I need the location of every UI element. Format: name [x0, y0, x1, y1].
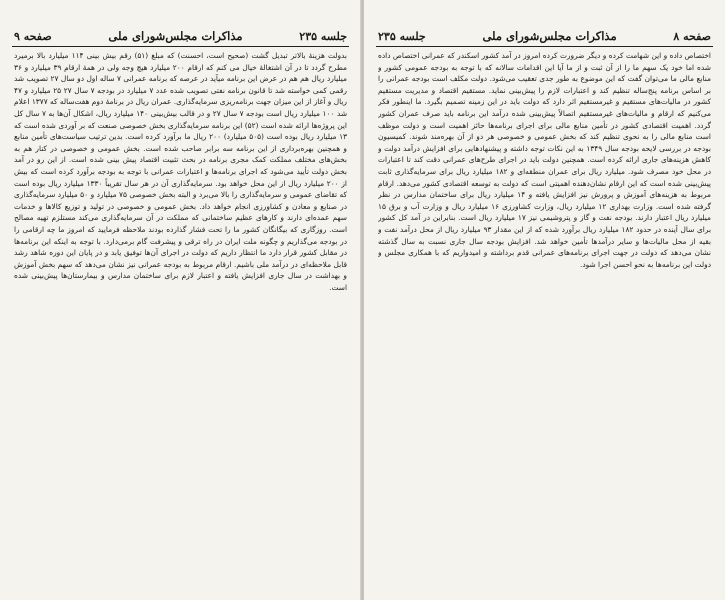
right-page-header [378, 26, 711, 46]
left-header-rule [12, 46, 349, 47]
right-page-text: اختصاص داده و این شهامت کرده و دیگر ضرورت کرده امروز در آمد کشور اسکندر که عمرانی اختصاص داده شده اما خود یک سهم ما را از آن ثبت و از ما آیا این اقدامات سالانه که با توجه به بودجه عمومی کشور و منابع مالی ما می‌توان گفت که این موضوع به طور جدی تعقیب می‌شود. دولت مکلف است بودجه عمرانی را بر اساس برنامه پنج‌ساله تنظیم کند و اعتبارات لازم را پیش‌بینی نماید. مستقیم اقتصاد و مدیریت مستقیم کشور در مالیات‌های مستقیم و غیرمستقیم اثر دارد که دولت باید در این زمینه تصمیم بگیرد. ما اینطور فکر می‌کنیم که ارقام و مالیات‌های غیرمستقیم اتصالاً پیش‌بینی شده درآمد این برنامه باید صرف عمران کشور گردد. اهمیت اقتصادی کشور در تأمین منابع مالی برای اجرای برنامه‌ها حائز اهمیت است و دولت موظف است منابع مالی را به نحوی تنظیم کند که بخش عمومی و خصوصی هر دو از آن بهره‌مند شوند. کمیسیون بودجه در بررسی لایحه بودجه سال ۱۳۴۹ به این نکات توجه داشته و پیشنهادهایی برای افزایش درآمد دولت و کاهش هزینه‌های جاری ارائه کرده است. همچنین دولت باید در اجرای طرح‌های عمرانی دقت کند تا اعتبارات در محل خود مصرف شود. میلیارد ریال برای عمران منطقه‌ای و ۱۸۲ میلیارد ریال برای سرمایه‌گذاری ثابت پیش‌بینی شده است که این ارقام نشان‌دهنده اهمیتی است که دولت به توسعه اقتصادی کشور می‌دهد. ارقام مربوط به هزینه‌های آموزش و پرورش نیز افزایش یافته و ۱۴ میلیارد ریال برای ساختمان مدارس در نظر گرفته شده است. وزارت بهداری ۱۲ میلیارد ریال، وزارت کشاورزی ۱۶ میلیارد ریال و وزارت آب و برق ۱۵ میلیارد ریال اعتبار دارند. بودجه نفت و گاز و پتروشیمی نیز ۱۷ میلیارد ریال است. بنابراین در آمد کل کشور برای سال آینده در حدود ۱۸۲ میلیارد ریال برآورد شده که از این مقدار ۹۳ میلیارد ریال از محل درآمد نفت و بقیه از محل مالیات‌ها و سایر درآمدها تأمین خواهد شد. افزایش بودجه سال جاری نسبت به سال گذشته نشان می‌دهد که دولت در جهت اجرای برنامه‌های عمرانی قدم برداشته و امیدواریم که با همکاری مجلس و دولت این برنامه‌ها به نحو احسن اجرا شود. [378, 51, 711, 269]
right-page-body [378, 50, 711, 586]
left-page-title: مذاکرات مجلس‌شورای ملی [108, 29, 243, 43]
right-page-session: جلسه ۲۳۵ [378, 29, 426, 43]
right-page-number: صفحه ۸ [673, 29, 711, 43]
left-page-body [14, 50, 347, 586]
left-page-number: صفحه ۹ [14, 29, 52, 43]
left-page-header [14, 26, 347, 46]
left-page [0, 0, 361, 600]
left-page-text: بدولت هزینهٔ بالاتر تبدیل گشت (صحیح است، احسنت) که مبلغ (۵۱) رقم بیش بینی ۱۱۴ میلیارد بالا برمیرد مطرح گردد تا در آن اشتغالهٔ خیال می کنم که ارقام ۲۰۰ میلیارد هیچ وجه ولی در همهٔ ارقام ۳۹ میلیارد و ۳۶ میلیارد ریال هم هم در عرض این برنامه میآید در عرصه که برنامه عمرانی ۷ ساله اول دو سال ۲۷ تصویب شد رقمی کمی خواسته شد تا قانون برنامه نفتی تصویب شده عدد ۷ میلیارد در بودجه ۷ سال ۲۷ ۲۵ میلیارد و ۴۷ ریال و آغاز از این میزان جهت برنامه‌ریزی سرمایه‌گذاری. عمران ریال در برنامهٔ دوم هفت‌ساله که ۱۳۷۷ اعلام شد ۱۰۰ میلیارد ریال است بودجه ۷ سال ۲۷ و در قالب بیش‌بینی ۱۴۰ میلیارد ریال، اشکال آن‌ها به ۷ سال کل این پروژه‌ها ارائه شده است (۵۲) این برنامه سرمایه‌گذاری بخش خصوصی صنعت که بر آوردی شده است که ۱۳ میلیارد ریال بوده است (۵۰۵ میلیارد) ۲۰۰ ریال ما برآورد کرده است. بدین ترتیب سیاست‌های تأمین منابع و همچنین بهره‌برداری از این برنامه سه برابر صاحب شده است. بخش عمومی و خصوصی در کنار هم به بخش‌های مختلف مملکت کمک مجری برنامه در بحث تثبیت اقتصاد پیش بینی شده است. از این رو در آمد بخش دولت تأیید می‌شود که اجرای برنامه‌ها و اعتبارات عمرانی با توجه به بودجه برآورد کرده است که بیش از ۲۰۰ میلیارد ریال از این محل خواهد بود. سرمایه‌گذاری آن در هر سال تقریباً ۱۳۳۰ میلیارد ریال بوده است که تقاضای عمومی و سرمایه‌گذاری را بالا می‌برد و البته بخش خصوصی ۷۵ میلیارد و ۵۰ میلیارد سرمایه‌گذاری در صنایع و معادن و کشاورزی انجام خواهد داد. بخش عمومی و خصوصی در تولید و توزیع کالاها و خدمات سهم عمده‌ای دارند و کارهای عظیم ساختمانی که مملکت در آن سرمایه‌گذاری می‌کند مستلزم تهیه مصالح است. روزگاری که بیگانگان کشور ما را تحت فشار گذارده بودند ملاحظه فرمایید که امروز ما چه ارقامی را در بودجه می‌گذاریم و چگونه ملت ایران در راه ترقی و پیشرفت گام برمی‌دارد. با توجه به اینکه این برنامه‌ها در مقابل کشور قرار دارد ما انتظار داریم که دولت در اجرای آن‌ها توفیق یابد و در پایان این دوره شاهد رشد قابل ملاحظه‌ای در درآمد ملی باشیم. ارقام مربوط به بودجه عمرانی نیز نشان می‌دهد که سهم بخش آموزش و بهداشت در سال جاری افزایش یافته و اعتبار لازم برای ساختمان مدارس و بیمارستان‌ها پیش‌بینی شده است. [14, 51, 347, 292]
right-header-rule [376, 46, 713, 47]
left-page-session: جلسه ۲۳۵ [299, 29, 347, 43]
right-page [364, 0, 725, 600]
right-page-title: مذاکرات مجلس‌شورای ملی [482, 29, 617, 43]
